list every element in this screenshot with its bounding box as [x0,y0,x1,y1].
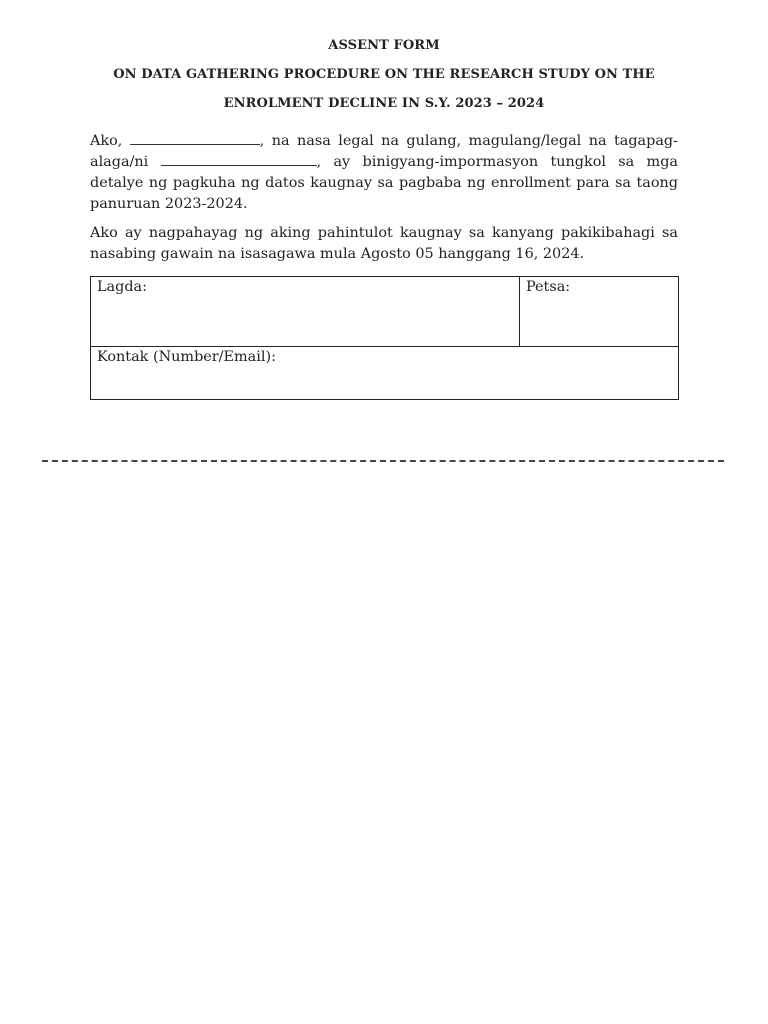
paragraph-1-part-1: Ako, [90,133,130,149]
consent-paragraph-1 [90,131,678,215]
contact-label: Kontak (Number/Email): [97,349,276,365]
form-title: ASSENT FORM [328,38,440,53]
consent-paragraph-2: Ako ay nagpahayag ng aking pahintulot kaugnay sa kanyang pakikibahagi sa nasabing gawain na isasagawa mula Agosto 05 hanggang 16, 2024. [90,225,678,262]
form-subtitle-line-1: ON DATA GATHERING PROCEDURE ON THE RESEARCH STUDY ON THE [113,67,655,82]
paragraph-1-part-3: , ay binigyang-impormasyon tungkol sa mga detalye ng pagkuha ng datos kaugnay sa pagbaba ng enrollment para sa taong panuruan 2023-2024. [90,154,678,212]
signature-table [90,276,679,400]
form-subtitle-line-2: ENROLMENT DECLINE IN S.Y. 2023 – 2024 [223,96,545,111]
name-blank-line[interactable] [130,132,260,145]
paragraph-1-part-2: , na nasa legal na gulang, magulang/legal na tagapag-alaga/ni [90,133,678,170]
date-cell[interactable] [520,277,678,347]
contact-cell[interactable] [91,347,678,399]
date-label: Petsa: [526,279,571,295]
signature-cell[interactable] [91,277,520,347]
child-name-blank-line[interactable] [161,153,317,166]
signature-label: Lagda: [97,279,147,295]
cut-line-divider [42,460,724,462]
